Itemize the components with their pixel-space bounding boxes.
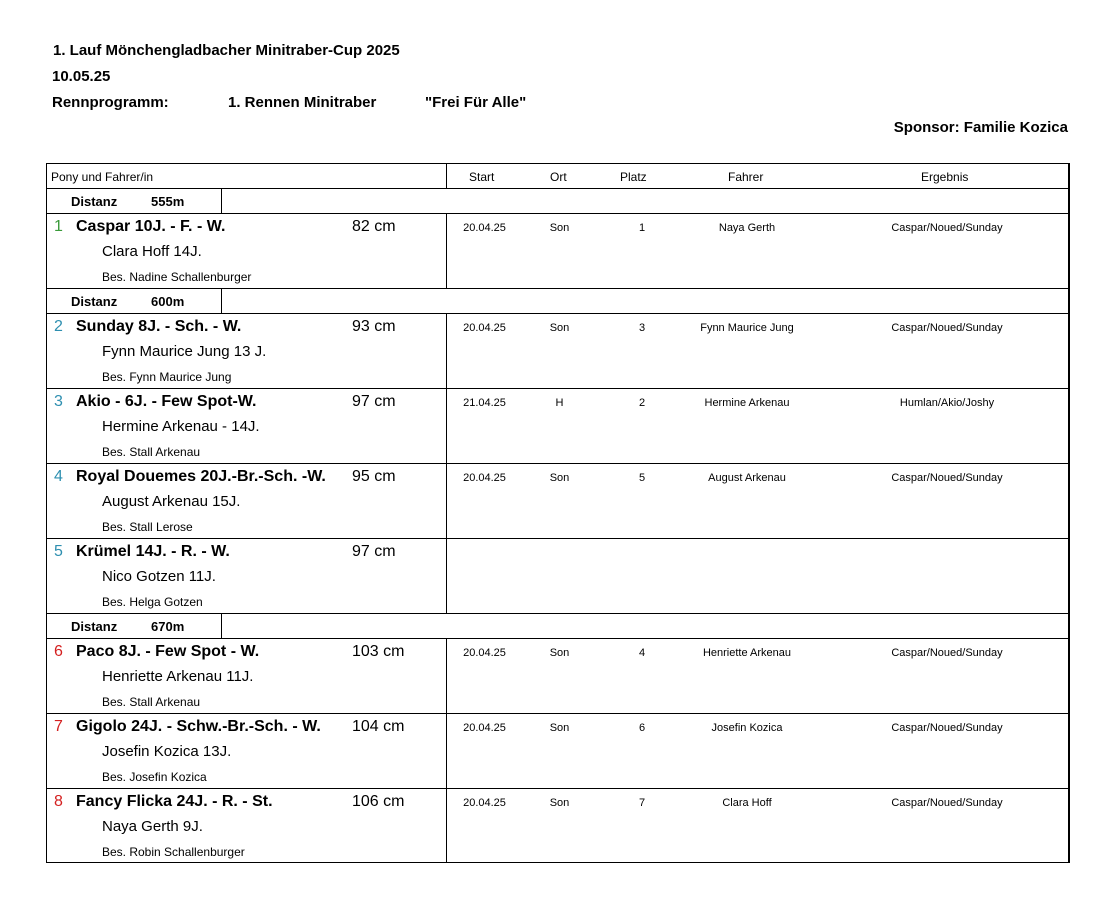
pony-height: 106 cm [352,793,405,810]
result-driver: Fynn Maurice Jung [700,322,794,334]
owner-name: Bes. Stall Arkenau [102,445,201,459]
entry-row [47,713,1068,788]
placement: 4 [638,647,646,659]
pony-height: 82 cm [352,218,396,235]
owner-name: Bes. Stall Arkenau [102,695,201,709]
start-date: 20.04.25 [463,472,506,484]
placement: 5 [638,472,646,484]
program-label: Rennprogramm: [52,94,169,111]
entry-number: 6 [54,643,63,660]
result-driver: August Arkenau [708,472,786,484]
owner-name: Bes. Nadine Schallenburger [102,270,252,284]
distance-value: 600m [151,294,185,309]
owner-name: Bes. Helga Gotzen [102,595,203,609]
distance-label: Distanz [71,194,118,209]
driver-name: August Arkenau 15J. [102,493,241,510]
placement: 1 [638,222,646,234]
driver-name: Henriette Arkenau 11J. [102,668,254,685]
sponsor: Sponsor: Familie Kozica [893,119,1068,136]
distance-label: Distanz [71,619,118,634]
pony-name: Sunday 8J. - Sch. - W. [76,318,242,335]
placement: 7 [638,797,646,809]
col-header-ort: Ort [550,170,567,184]
driver-name: Fynn Maurice Jung 13 J. [102,343,267,360]
pony-name: Krümel 14J. - R. - W. [76,543,230,560]
start-date: 20.04.25 [463,322,506,334]
col-header-platz: Platz [620,170,647,184]
start-date: 20.04.25 [463,722,506,734]
pony-name: Royal Douemes 20J.-Br.-Sch. -W. [76,468,326,485]
entry-number: 2 [54,318,63,335]
col-header-start: Start [469,170,495,184]
owner-name: Bes. Robin Schallenburger [102,845,245,859]
pony-name: Paco 8J. - Few Spot - W. [76,643,260,660]
pony-height: 104 cm [352,718,405,735]
entry-number: 8 [54,793,63,810]
entry-row [47,313,1068,388]
entry-number: 1 [54,218,63,235]
result: Humlan/Akio/Joshy [899,397,995,409]
driver-name: Naya Gerth 9J. [102,818,203,835]
result-driver: Naya Gerth [718,222,776,234]
placement: 6 [638,722,646,734]
driver-name: Josefin Kozica 13J. [102,743,232,760]
col-header-ergebnis: Ergebnis [921,170,969,184]
entry-row [47,213,1068,288]
result-driver: Josefin Kozica [711,722,783,734]
distance-row [47,288,1068,313]
col-header-pony: Pony und Fahrer/in [51,170,154,184]
start-date: 20.04.25 [463,222,506,234]
result-driver: Hermine Arkenau [704,397,790,409]
entry-number: 4 [54,468,63,485]
pony-height: 103 cm [352,643,405,660]
entry-row [47,788,1068,863]
entry-number: 5 [54,543,63,560]
start-date: 21.04.25 [463,397,506,409]
race-table [46,163,1070,863]
start-location: Son [549,222,570,234]
result: Caspar/Noued/Sunday [891,472,1003,484]
pony-name: Gigolo 24J. - Schw.-Br.-Sch. - W. [76,718,321,735]
pony-height: 97 cm [352,543,396,560]
placement: 2 [638,397,646,409]
driver-name: Nico Gotzen 11J. [102,568,216,585]
race-date: 10.05.25 [52,68,111,85]
pony-height: 93 cm [352,318,396,335]
start-location: Son [549,797,570,809]
column-header-row [47,163,1068,188]
distance-value: 670m [151,619,185,634]
race-type: "Frei Für Alle" [425,94,527,111]
result: Caspar/Noued/Sunday [891,647,1003,659]
result: Caspar/Noued/Sunday [891,722,1003,734]
entry-row [47,388,1068,463]
start-date: 20.04.25 [463,647,506,659]
distance-row [47,188,1068,213]
result: Caspar/Noued/Sunday [891,322,1003,334]
entry-number: 7 [54,718,63,735]
entry-row [47,463,1068,538]
start-location: Son [549,322,570,334]
distance-label: Distanz [71,294,118,309]
placement: 3 [638,322,646,334]
driver-name: Hermine Arkenau - 14J. [102,418,260,435]
pony-name: Caspar 10J. - F. - W. [76,218,226,235]
start-location: H [555,397,564,409]
distance-row [47,613,1068,638]
owner-name: Bes. Stall Lerose [102,520,193,534]
distance-value: 555m [151,194,185,209]
col-header-fahrer: Fahrer [728,170,764,184]
start-location: Son [549,647,570,659]
result-driver: Henriette Arkenau [702,647,792,659]
owner-name: Bes. Josefin Kozica [102,770,207,784]
page-title: 1. Lauf Mönchengladbacher Minitraber-Cup 2025 [53,42,400,59]
pony-height: 95 cm [352,468,396,485]
race-name: 1. Rennen Minitraber [228,94,377,111]
start-date: 20.04.25 [463,797,506,809]
entry-row [47,638,1068,713]
owner-name: Bes. Fynn Maurice Jung [102,370,232,384]
entry-number: 3 [54,393,63,410]
pony-name: Fancy Flicka 24J. - R. - St. [76,793,273,810]
driver-name: Clara Hoff 14J. [102,243,202,260]
result: Caspar/Noued/Sunday [891,222,1003,234]
start-location: Son [549,472,570,484]
start-location: Son [549,722,570,734]
entry-row [47,538,1068,613]
pony-height: 97 cm [352,393,396,410]
result-driver: Clara Hoff [722,797,772,809]
result: Caspar/Noued/Sunday [891,797,1003,809]
pony-name: Akio - 6J. - Few Spot-W. [76,393,257,410]
